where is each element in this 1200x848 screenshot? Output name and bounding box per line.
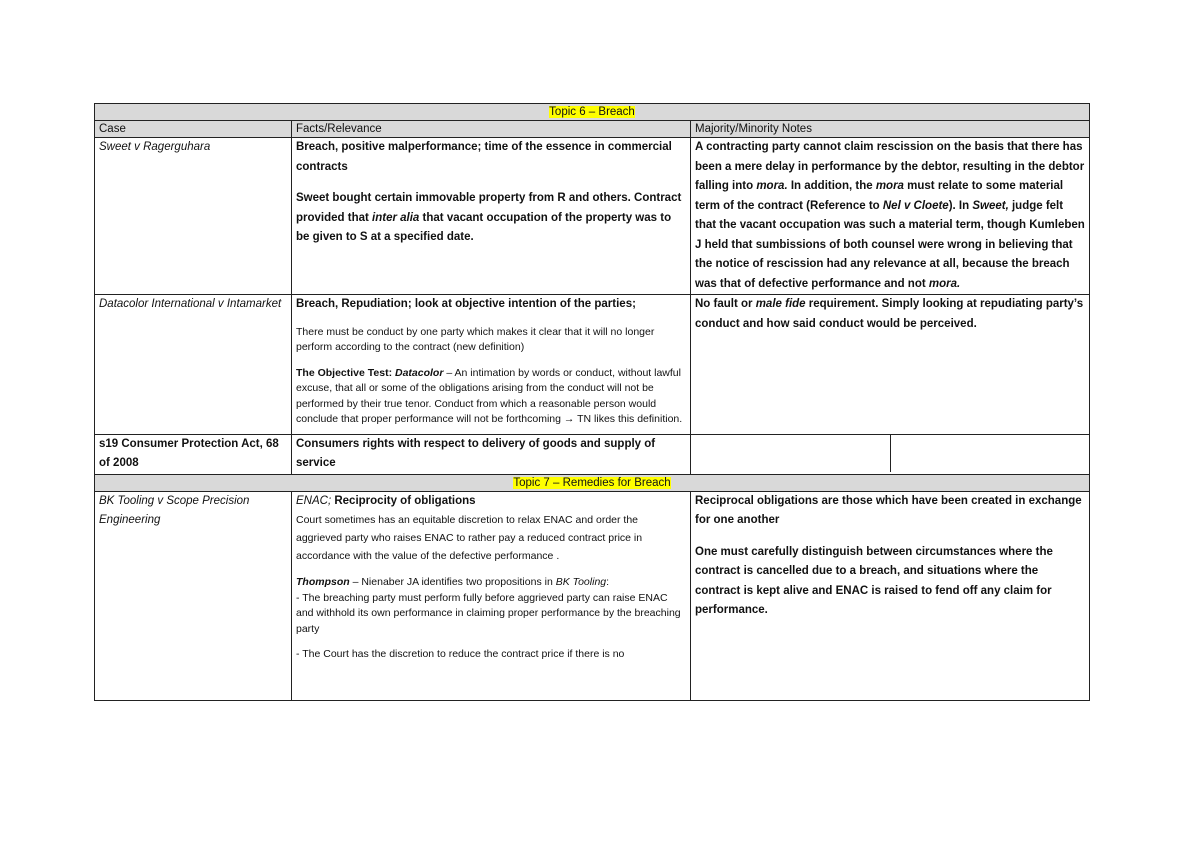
topic-7-header-row [95, 474, 1090, 491]
facts-datacolor [292, 295, 691, 435]
header-notes: Majority/Minority Notes [691, 121, 1090, 138]
notes-sweet-text-b: In addition, the [787, 180, 876, 192]
notes-sweet-italic-4: Sweet, [972, 199, 1009, 212]
case-sweet: Sweet v Ragerguhara [95, 138, 292, 295]
facts-bk-head-italic: ENAC; [296, 494, 332, 507]
topic-6-title: Topic 6 – Breach [549, 106, 635, 118]
facts-bk-tooling [292, 491, 691, 700]
notes-sweet-italic-3: Nel v Cloete [882, 199, 949, 212]
notes-sweet [691, 138, 1090, 295]
facts-bk-tooling-body [296, 492, 686, 700]
table-row-sweet [95, 138, 1090, 295]
header-case: Case [95, 121, 292, 138]
topic-7-header-cell [95, 474, 1090, 491]
notes-sweet-text-a: A contracting party cannot claim rescission on the basis that there has been a mere delay in performance by the debtor, resulting in the debtor falling into [695, 141, 1085, 192]
facts-cpa: Consumers rights with respect to delivery of goods and supply of service [292, 434, 691, 474]
facts-sweet-text-b: that vacant occupation of the property was to be given to S at a specified date. [296, 211, 672, 243]
topic-6-header-row [95, 104, 1090, 121]
column-header-row [95, 121, 1090, 138]
notes-cpa-left-empty [695, 435, 891, 472]
notes-sweet-text-e: judge felt that the vacant occupation was such a material term, though Kumleben J held that sumbissions of both counsel were wrong in believing that the notice of rescission had any relevance at all, because the breach was that of defective performance and not [695, 199, 1085, 290]
facts-sweet-italic: inter alia [372, 211, 420, 224]
case-datacolor: Datacolor International v Intamarket [95, 295, 292, 435]
case-cpa: s19 Consumer Protection Act, 68 of 2008 [95, 434, 292, 474]
facts-bk-para1: Court sometimes has an equitable discretion to relax ENAC and order the aggrieved party who raises ENAC to rather pay a reduced contract price in accordance with the value of the defective performance . [296, 514, 643, 562]
facts-datacolor-test [296, 366, 686, 428]
notes-sweet-italic-5: mora. [928, 277, 961, 290]
facts-bk-para2-b: : [606, 576, 610, 588]
facts-bk-para2-a: – Nienaber JA identifies two propositions in [349, 576, 556, 588]
notes-bk-tooling [691, 491, 1090, 700]
facts-sweet-line1: Breach, positive malperformance; time of the essence in commercial contracts [296, 141, 672, 173]
table-row-cpa [95, 434, 1090, 474]
objective-test-label: The Objective Test: [296, 366, 395, 379]
facts-sweet-text-a: Sweet bought certain immovable property from R and others. Contract provided that [296, 192, 682, 224]
facts-datacolor-head: Breach, Repudiation; look at objective intention of the parties; [296, 298, 636, 310]
facts-bk-para3: - The breaching party must perform fully before aggrieved party can raise ENAC and withhold its own performance in claiming proper performance by the breaching party [296, 591, 681, 635]
facts-bk-para2 [296, 575, 686, 591]
facts-sweet [292, 138, 691, 295]
notes-datacolor-text-a: No fault or [695, 298, 756, 310]
notes-sweet-italic-2: mora [875, 180, 904, 192]
notes-datacolor-text-b: requirement. Simply looking at repudiating party’s conduct and how said conduct would be perceived. [695, 298, 1084, 330]
notes-cpa [691, 434, 1090, 474]
case-bk-tooling: BK Tooling v Scope Precision Engineering [95, 491, 292, 700]
facts-datacolor-para2: There must be conduct by one party which makes it clear that it will no longer perform according to the contract (new definition) [296, 325, 655, 353]
objective-test-case: Datacolor [395, 366, 444, 379]
notes-table [94, 103, 1090, 701]
table-row-datacolor [95, 295, 1090, 435]
notes-sweet-text-c: must relate to some material term of the contract (Reference to [695, 180, 1064, 212]
facts-bk-para2-italic: BK Tooling [555, 576, 607, 588]
notes-sweet-italic-1: mora. [756, 180, 788, 192]
header-facts: Facts/Relevance [292, 121, 691, 138]
table-row-bk-tooling [95, 491, 1090, 700]
notes-sweet-text-d: ). In [948, 199, 973, 212]
objective-test-text: – An intimation by words or conduct, without lawful excuse, that all or some of the obligations arising from the conduct will not be performed by their true tenor. Conduct from which a reasonable person would conclude that proper performance will not be forthcoming → TN likes this definition. [296, 366, 683, 425]
facts-sweet-para2 [296, 189, 686, 248]
facts-bk-para4: - The Court has the discretion to reduce the contract price if there is no [296, 648, 625, 660]
notes-cpa-split [695, 435, 1085, 472]
topic-6-header-cell [95, 104, 1090, 121]
facts-bk-head [296, 492, 686, 512]
topic-7-title: Topic 7 – Remedies for Breach [513, 476, 671, 489]
notes-cpa-right-empty [891, 435, 1086, 472]
facts-bk-head-bold: Reciprocity of obligations [331, 494, 476, 507]
notes-datacolor-italic: male fide [755, 298, 806, 310]
notes-bk-para1: Reciprocal obligations are those which have been created in exchange for one another [695, 494, 1082, 526]
notes-datacolor [691, 295, 1090, 435]
facts-bk-thompson: Thompson [296, 576, 350, 588]
notes-bk-para2: One must carefully distinguish between circumstances where the contract is cancelled due to a breach, and situations where the contract is kept alive and ENAC is raised to fend off any claim for performance. [695, 545, 1053, 616]
